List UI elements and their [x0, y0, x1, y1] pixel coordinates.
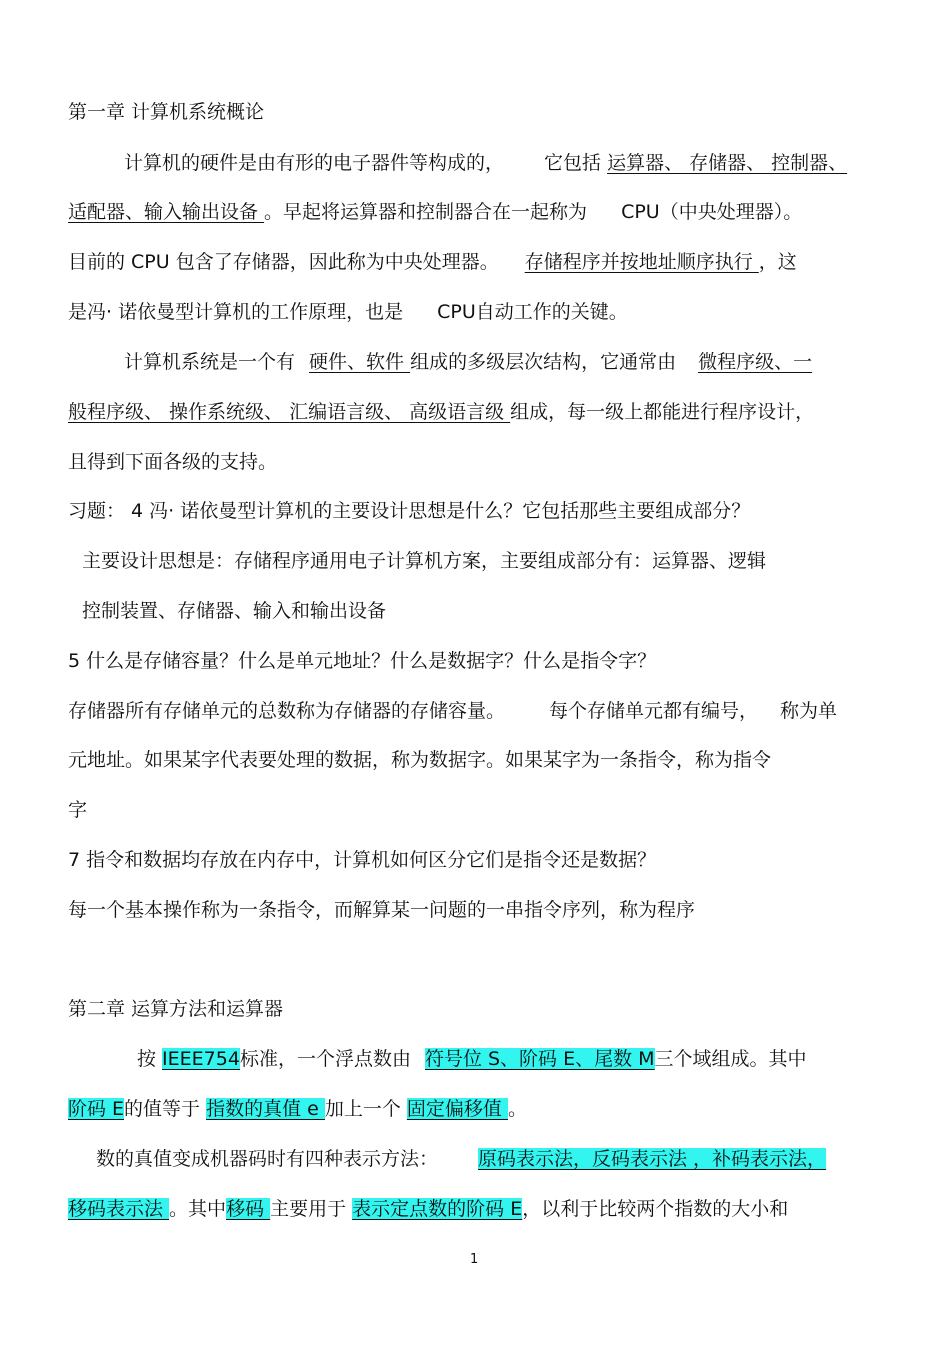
answer-7: 每一个基本操作称为一条指令，而解算某一问题的一串指令序列，称为程序: [68, 899, 696, 921]
ch1-p2-line1: 计算机系统是一个有 硬件、软件 组成的多级层次结构，它通常由 微程序级、一: [124, 351, 813, 373]
ieee754-highlight: IEEE754: [162, 1048, 240, 1070]
question-5: 5 什么是存储容量？什么是单元地址？什么是数据字？什么是指令字？: [68, 650, 657, 672]
question-7: 7 指令和数据均存放在内存中，计算机如何区分它们是指令还是数据？: [68, 849, 657, 871]
levels-answer: 微程序级、一: [698, 351, 813, 373]
answer-5-line1: 存储器所有存储单元的总数称为存储器的存储容量。 每个存储单元都有编号， 称为单: [68, 700, 838, 722]
biased-code-highlight: 移码表示法: [68, 1198, 170, 1220]
representation-methods-highlight: 原码表示法，反码表示法 ，补码表示法，: [478, 1148, 827, 1170]
stored-program-answer: 存储程序并按地址顺序执行: [524, 251, 759, 273]
true-exponent-highlight: 指数的真值 e: [206, 1098, 325, 1120]
ch1-p1-line4: 是冯· 诺依曼型计算机的工作原理，也是 CPU自动工作的关键。: [68, 301, 628, 323]
ch2-p2-line1: 数的真值变成机器码时有四种表示方法： 原码表示法，反码表示法 ，补码表示法，: [96, 1148, 827, 1170]
ch2-p1-line2: 阶码 E的值等于 指数的真值 e 加上一个 固定偏移值 。: [68, 1098, 527, 1120]
chapter-1-title: 第一章 计算机系统概论: [68, 101, 265, 123]
ch1-p2-line2: 般程序级、 操作系统级、 汇编语言级、 高级语言级 组成，每一级上都能进行程序设计，: [68, 401, 815, 423]
ch1-p1-line2: 适配器、输入输出设备 。早起将运算器和控制器合在一起称为 CPU（中央处理器）。: [68, 201, 803, 223]
levels-answer-cont: 般程序级、 操作系统级、 汇编语言级、 高级语言级: [68, 401, 511, 423]
fixed-bias-highlight: 固定偏移值: [406, 1098, 508, 1120]
answer-5-line2: 元地址。如果某字代表要处理的数据，称为数据字。如果某字为一条指令，称为指令: [68, 749, 772, 771]
answer-4-line2: 控制装置、存储器、输入和输出设备: [82, 600, 387, 622]
float-fields-highlight: 符号位 S、阶码 E、尾数 M: [424, 1048, 655, 1070]
answer-4-line1: 主要设计思想是：存储程序通用电子计算机方案，主要组成部分有：运算器、逻辑: [82, 550, 767, 572]
fixed-point-exponent-highlight: 表示定点数的阶码 E: [352, 1198, 523, 1220]
page-number: 1: [470, 1252, 479, 1267]
ch2-p1-line1: 按 IEEE754标准，一个浮点数由 符号位 S、阶码 E、尾数 M三个域组成。其中: [137, 1048, 807, 1070]
ch1-p2-line3: 且得到下面各级的支持。: [68, 451, 278, 473]
question-4: 习题： 4 冯· 诺依曼型计算机的主要设计思想是什么？它包括那些主要组成部分？: [68, 500, 751, 522]
hardware-software-answer: 硬件、软件: [309, 351, 411, 373]
biased-code-term-highlight: 移码: [226, 1198, 271, 1220]
ch2-p2-line2: 移码表示法 。其中移码 主要用于 表示定点数的阶码 E，以利于比较两个指数的大小和: [68, 1198, 789, 1220]
ch1-p1-line1: 计算机的硬件是由有形的电子器件等构成的， 它包括 运算器、 存储器、 控制器、: [124, 152, 848, 174]
hardware-components-answer-cont: 适配器、输入输出设备: [68, 201, 265, 223]
hardware-components-answer: 运算器、 存储器、 控制器、: [607, 152, 848, 174]
exponent-e-highlight: 阶码 E: [68, 1098, 125, 1120]
chapter-2-title: 第二章 运算方法和运算器: [68, 998, 284, 1020]
ch1-p1-line3: 目前的 CPU 包含了存储器，因此称为中央处理器。 存储程序并按地址顺序执行 ，这: [68, 251, 797, 273]
answer-5-line3: 字: [68, 799, 88, 821]
